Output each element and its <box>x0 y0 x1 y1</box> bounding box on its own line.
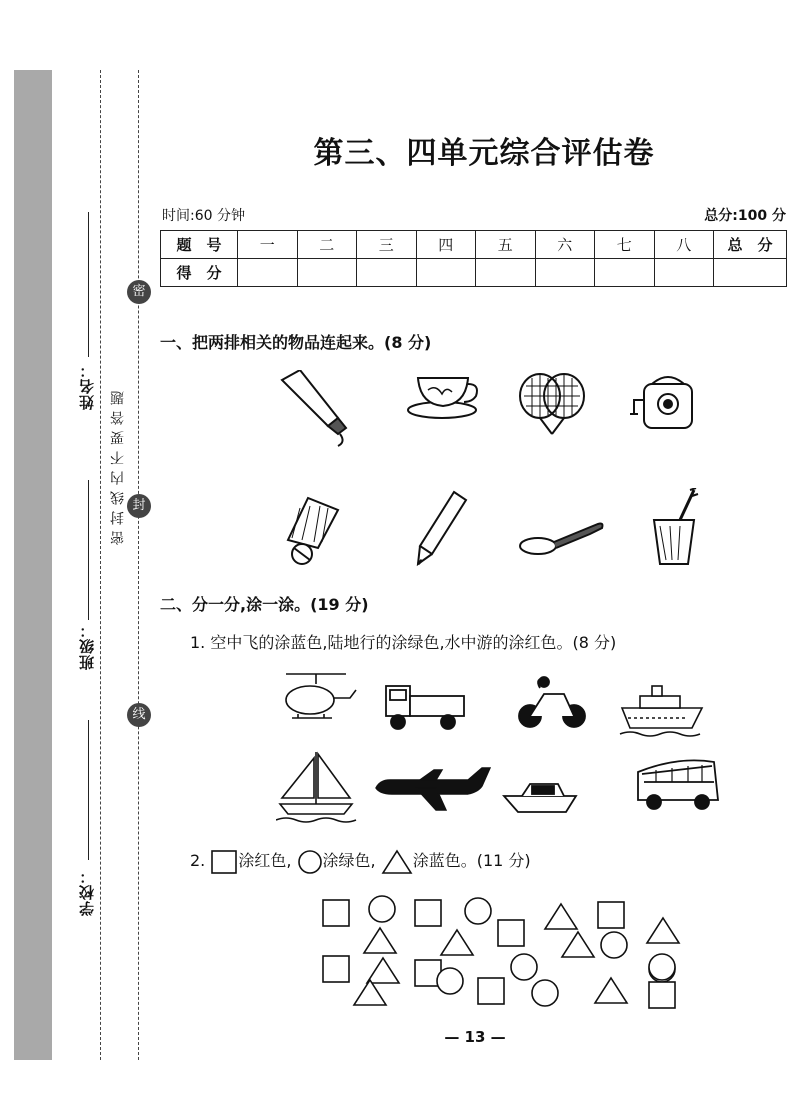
circle-shape[interactable] <box>465 898 491 924</box>
score-header-cell: 总 分 <box>714 231 787 259</box>
square-shape[interactable] <box>598 902 624 928</box>
section1-top-row <box>280 370 700 450</box>
sailboat-icon[interactable] <box>276 752 356 822</box>
circle-shape[interactable] <box>532 980 558 1006</box>
bus-icon[interactable] <box>638 760 718 809</box>
section2-q2 <box>190 848 531 875</box>
score-cell[interactable] <box>297 259 357 287</box>
score-cell[interactable] <box>535 259 595 287</box>
q2-number: 2. <box>190 851 206 870</box>
school-line[interactable] <box>88 720 89 860</box>
section2-q1-row1 <box>276 668 716 738</box>
q2-square-text: 涂红色, <box>238 851 292 870</box>
circle-shape[interactable] <box>437 968 463 994</box>
triangle-shape[interactable] <box>595 978 627 1003</box>
score-cell[interactable] <box>357 259 417 287</box>
outer-dashed-line <box>100 70 101 1060</box>
score-header-cell: 七 <box>595 231 655 259</box>
score-cell[interactable] <box>416 259 476 287</box>
triangle-shape[interactable] <box>545 904 577 929</box>
triangle-shape[interactable] <box>562 932 594 957</box>
square-shape[interactable] <box>649 982 675 1008</box>
score-row-label: 得 分 <box>161 259 238 287</box>
triangle-shape[interactable] <box>647 918 679 943</box>
circle-shape[interactable] <box>511 954 537 980</box>
score-cell[interactable] <box>238 259 298 287</box>
school-label: 学校： <box>78 868 96 916</box>
score-cell[interactable] <box>714 259 787 287</box>
motorboat-icon[interactable] <box>504 784 576 812</box>
page-number: — 13 — <box>444 1028 506 1046</box>
square-shape[interactable] <box>415 900 441 926</box>
score-header-cell: 题 号 <box>161 231 238 259</box>
section1-heading: 一、把两排相关的物品连起来。(8 分) <box>160 333 432 352</box>
triangle-shape[interactable] <box>364 928 396 953</box>
spoon-icon[interactable] <box>520 524 603 555</box>
exam-title: 第三、四单元综合评估卷 <box>313 136 655 171</box>
toothbrush-cup-icon[interactable] <box>654 488 698 564</box>
seal-mi: 密 <box>127 280 151 304</box>
pencil-sharpener-icon[interactable] <box>630 377 692 428</box>
score-cell[interactable] <box>654 259 714 287</box>
circle-legend-icon <box>297 849 323 875</box>
q2-triangle-text: 涂蓝色。(11 分) <box>412 851 531 870</box>
square-shape[interactable] <box>498 920 524 946</box>
name-label: 姓名： <box>78 362 96 410</box>
score-cell[interactable] <box>476 259 536 287</box>
score-cell[interactable] <box>595 259 655 287</box>
truck-icon[interactable] <box>386 686 464 729</box>
score-header-cell: 八 <box>654 231 714 259</box>
inner-dashed-line <box>138 70 139 1060</box>
triangle-legend-icon <box>381 849 413 875</box>
rackets-icon[interactable] <box>520 374 584 434</box>
teacup-icon[interactable] <box>408 378 477 418</box>
binding-warning: 密封线内不要答题 <box>110 385 126 545</box>
score-table <box>160 230 787 287</box>
circle-shape[interactable] <box>369 896 395 922</box>
score-header-cell: 一 <box>238 231 298 259</box>
triangle-shape[interactable] <box>441 930 473 955</box>
shapes-area <box>316 895 691 1015</box>
score-header-cell: 四 <box>416 231 476 259</box>
score-header-cell: 六 <box>535 231 595 259</box>
circle-shape[interactable] <box>601 932 627 958</box>
score-input-row <box>161 259 787 287</box>
square-legend-icon <box>210 849 238 875</box>
q2-circle-text: 涂绿色, <box>322 851 376 870</box>
shuttlecock-icon[interactable] <box>288 498 338 564</box>
class-label: 班级： <box>78 622 96 670</box>
section2-q1-row2 <box>276 748 721 826</box>
airplane-icon[interactable] <box>376 768 490 810</box>
section2-q1-text: 1. 空中飞的涂蓝色,陆地行的涂绿色,水中游的涂红色。(8 分) <box>190 633 617 652</box>
pencil-icon[interactable] <box>418 492 466 564</box>
exam-time: 时间:60 分钟 <box>162 208 245 224</box>
score-header-cell: 二 <box>297 231 357 259</box>
score-header-cell: 三 <box>357 231 417 259</box>
ship-icon[interactable] <box>620 686 702 736</box>
triangle-shape[interactable] <box>367 958 399 983</box>
square-shape[interactable] <box>478 978 504 1004</box>
score-header-row <box>161 231 787 259</box>
class-line[interactable] <box>88 480 89 620</box>
seal-feng: 封 <box>127 494 151 518</box>
circle-shape[interactable] <box>649 954 675 980</box>
section2-heading: 二、分一分,涂一涂。(19 分) <box>160 595 369 614</box>
name-line[interactable] <box>88 212 89 357</box>
square-shape[interactable] <box>323 900 349 926</box>
exam-total: 总分:100 分 <box>704 208 786 224</box>
score-header-cell: 五 <box>476 231 536 259</box>
binding-strip <box>14 70 52 1060</box>
toothpaste-icon[interactable] <box>282 370 346 446</box>
section1-bottom-row <box>278 488 703 568</box>
helicopter-icon[interactable] <box>286 674 356 718</box>
square-shape[interactable] <box>323 956 349 982</box>
motorcycle-icon[interactable] <box>519 677 585 727</box>
seal-xian: 线 <box>127 703 151 727</box>
